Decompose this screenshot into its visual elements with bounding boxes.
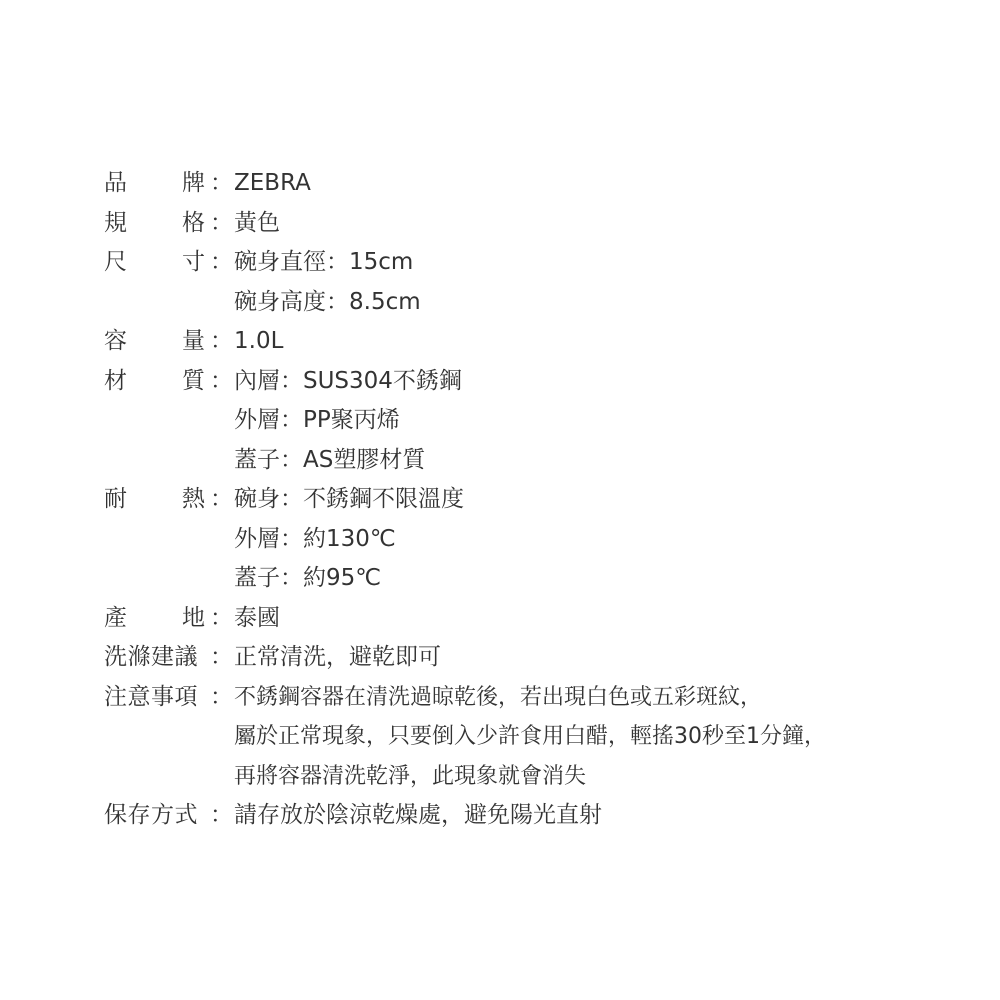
spec-value-line: ZEBRA: [234, 170, 311, 196]
spec-colon: ：: [210, 328, 233, 354]
spec-values: [234, 322, 984, 362]
spec-value-line: 碗身高度：8.5cm: [234, 288, 421, 315]
spec-label-first-char: 尺: [104, 249, 127, 275]
spec-row-brand: [104, 164, 984, 204]
spec-values: [234, 638, 984, 678]
spec-label: [104, 204, 210, 244]
spec-label: [104, 638, 210, 678]
spec-label-first-char: 規: [104, 209, 127, 236]
spec-value-line: 外層：PP聚丙烯: [234, 407, 400, 433]
spec-colon: ：: [210, 249, 233, 275]
spec-value-line: 泰國: [234, 604, 280, 631]
spec-label: [104, 164, 210, 204]
spec-label-last-char: 量: [182, 328, 205, 354]
spec-label-last-char: 質: [182, 367, 205, 394]
spec-row-notes: [104, 678, 984, 797]
spec-label-text: 注意事項: [104, 683, 198, 710]
spec-label-last-char: 牌: [182, 170, 205, 196]
spec-row-washing: [104, 638, 984, 678]
spec-label: [104, 322, 210, 362]
spec-row-material: [104, 362, 984, 481]
spec-value-line: 黃色: [234, 209, 280, 236]
spec-label: [104, 678, 210, 718]
spec-label-first-char: 耐: [104, 486, 127, 512]
spec-colon: ：: [210, 802, 233, 828]
spec-colon: ：: [210, 604, 233, 631]
spec-values: [234, 678, 984, 797]
spec-label-last-char: 熱: [182, 486, 205, 512]
spec-value-line: 屬於正常現象，只要倒入少許食用白醋，輕搖30秒至1分鐘，: [234, 724, 826, 749]
spec-colon: ：: [210, 367, 233, 394]
spec-value-line: 正常清洗，避乾即可: [234, 644, 441, 670]
spec-row-origin: [104, 599, 984, 639]
spec-values: [234, 164, 984, 204]
spec-label-first-char: 產: [104, 604, 127, 631]
spec-colon: ：: [210, 486, 233, 512]
spec-colon: ：: [210, 170, 233, 196]
spec-values: [234, 243, 984, 322]
spec-label-first-char: 容: [104, 328, 127, 354]
spec-value-line: 再將容器清洗乾淨，此現象就會消失: [234, 763, 587, 789]
spec-colon: ：: [210, 644, 233, 670]
spec-label-last-char: 格: [182, 209, 205, 236]
spec-label-text: 保存方式: [104, 802, 198, 828]
spec-row-storage: [104, 796, 984, 836]
spec-label: [104, 362, 210, 402]
spec-value-line: 蓋子：約95℃: [234, 565, 382, 591]
spec-row-spec: [104, 204, 984, 244]
spec-value-line: 內層：SUS304不銹鋼: [234, 367, 462, 394]
spec-values: [234, 204, 984, 244]
spec-colon: ：: [210, 209, 233, 236]
spec-label-first-char: 材: [104, 367, 127, 394]
spec-value-line: 碗身：不銹鋼不限溫度: [234, 486, 464, 512]
spec-label-last-char: 地: [182, 604, 205, 631]
spec-label: [104, 599, 210, 639]
spec-colon: ：: [210, 683, 233, 710]
spec-value-line: 1.0L: [234, 328, 284, 354]
spec-values: [234, 480, 984, 599]
spec-row-size: [104, 243, 984, 322]
spec-value-line: 蓋子：AS塑膠材質: [234, 446, 426, 473]
spec-label: [104, 243, 210, 283]
spec-label-text: 洗滌建議: [104, 644, 198, 670]
spec-values: [234, 796, 984, 836]
spec-label-first-char: 品: [104, 170, 127, 196]
spec-row-capacity: [104, 322, 984, 362]
spec-value-line: 碗身直徑：15cm: [234, 249, 414, 275]
spec-label: [104, 480, 210, 520]
spec-label: [104, 796, 210, 836]
spec-value-line: 外層：約130℃: [234, 525, 396, 552]
spec-sheet: [104, 164, 984, 836]
spec-value-line: 請存放於陰涼乾燥處，避免陽光直射: [234, 802, 602, 828]
spec-row-heat-resistance: [104, 480, 984, 599]
spec-label-last-char: 寸: [182, 249, 205, 275]
spec-values: [234, 362, 984, 481]
spec-values: [234, 599, 984, 639]
spec-value-line: 不銹鋼容器在清洗過晾乾後，若出現白色或五彩斑紋，: [234, 684, 763, 710]
